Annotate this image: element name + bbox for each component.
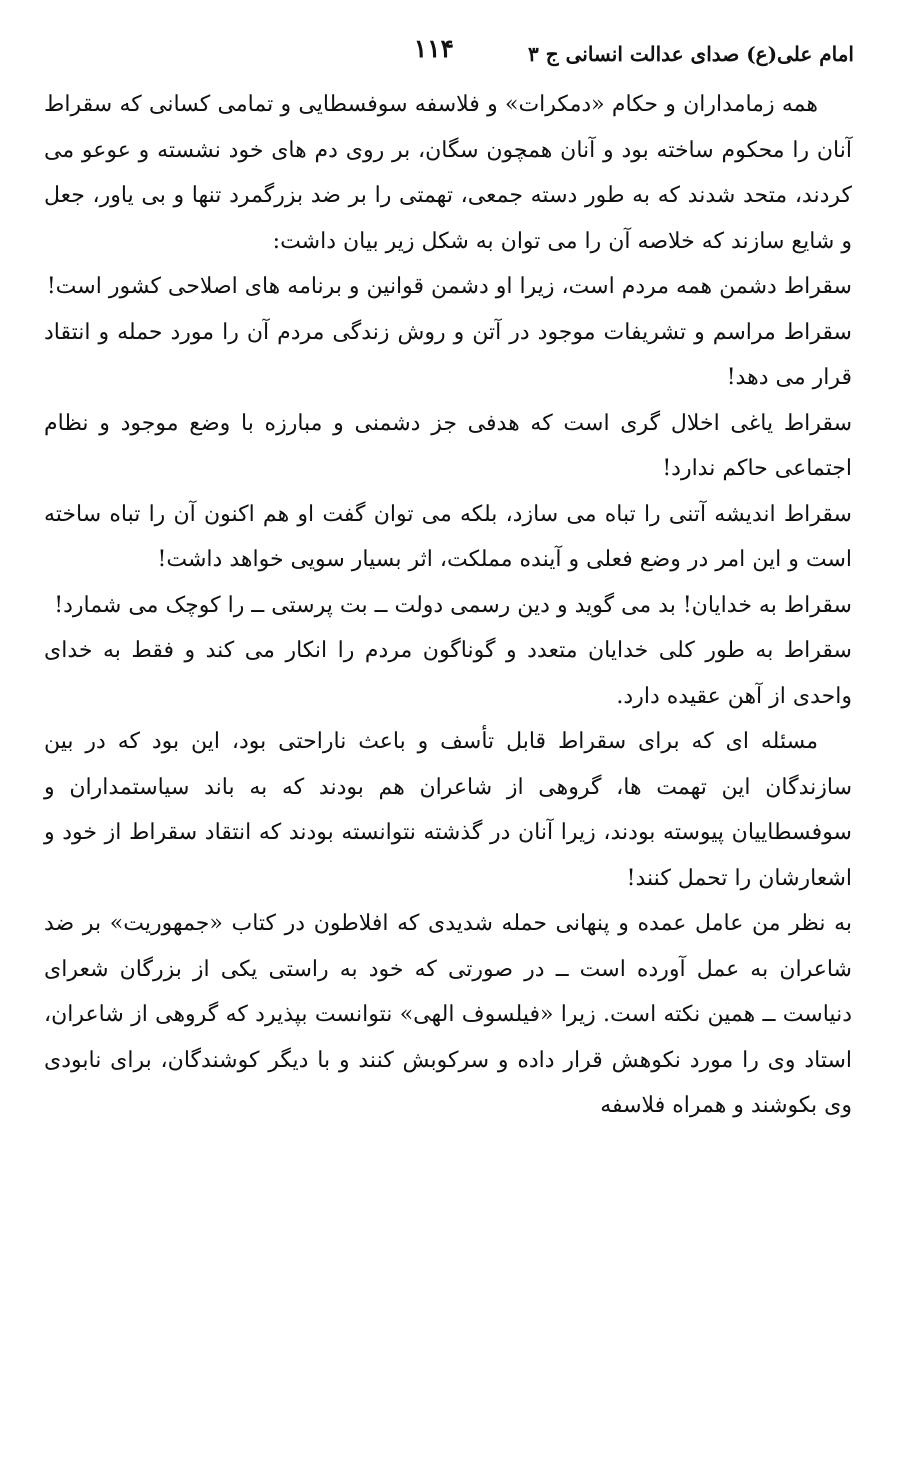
paragraph-plato: به نظر من عامل عمده و پنهانی حمله شدیدی که افلاطون در کتاب «جمهوریت» بر ضد شاعران به عمل آورده است ــ در صورتی که خود به راستی یکی از بزرگان شعرای دنیاست ــ همین نکته است. زیرا «فیلسوف الهی» نتوانست بپذیرد که گروهی از شاعران، استاد وی را مورد نکوهش قرار داده و سرکوبش کنند و با دیگر کوشندگان، برای نابودی وی بکوشند و همراه فلاسفه bbox=[44, 911, 852, 1118]
paragraph-accusation-6: سقراط به طور کلی خدایان متعدد و گوناگون مردم را انکار می کند و فقط به خدای واحدی از آهن عقیده دارد. bbox=[44, 638, 852, 709]
paragraph-accusation-3: سقراط یاغی اخلال گری است که هدفی جز دشمنی و مبارزه با وضع موجود و نظام اجتماعی حاکم ندارد! bbox=[44, 410, 852, 481]
paragraph-accusation-4: سقراط اندیشه آتنی را تباه می سازد، بلکه می توان گفت او هم اکنون آن را تباه ساخته است و این امر در وضع فعلی و آینده مملکت، اثر بسیار سویی خواهد داشت! bbox=[44, 501, 852, 572]
paragraph-intro: همه زمامداران و حکام «دمکرات» و فلاسفه سوفسطایی و تمامی کسانی که سقراط آنان را محکوم ساخته بود و آنان همچون سگان، بر روی دم های خود نشسته و عوعو می کردند، متحد شدند که به طور دسته جمعی، تهمتی را بر ضد بزرگمرد تنها و بی یاور، جعل و شایع سازند که خلاصه آن را می توان به شکل زیر بیان داشت: bbox=[44, 92, 852, 254]
paragraph-poets: مسئله ای که برای سقراط قابل تأسف و باعث ناراحتی بود، این بود که در بین سازندگان این تهمت ها، گروهی از شاعران هم بودند که به باند سیاستمداران و سوفسطاییان پیوسته بودند، زیرا آنان در گذشته نتوانسته بودند که انتقاد سقراط از خود و اشعارشان را تحمل کنند! bbox=[44, 729, 852, 891]
page-number: ۱۱۴ bbox=[413, 34, 454, 63]
running-title: امام علی(ع) صدای عدالت انسانی ج ۳ bbox=[528, 42, 854, 66]
paragraph-accusation-2: سقراط مراسم و تشریفات موجود در آتن و روش زندگی مردم آن را مورد حمله و انتقاد قرار می دهد! bbox=[44, 319, 852, 390]
body-text bbox=[44, 82, 852, 1129]
paragraph-accusation-1: سقراط دشمن همه مردم است، زیرا او دشمن قوانین و برنامه های اصلاحی کشور است! bbox=[46, 274, 852, 299]
page-header bbox=[40, 34, 854, 74]
paragraph-accusation-5: سقراط به خدایان! بد می گوید و دین رسمی دولت ــ بت پرستی ــ را کوچک می شمارد! bbox=[54, 592, 852, 618]
